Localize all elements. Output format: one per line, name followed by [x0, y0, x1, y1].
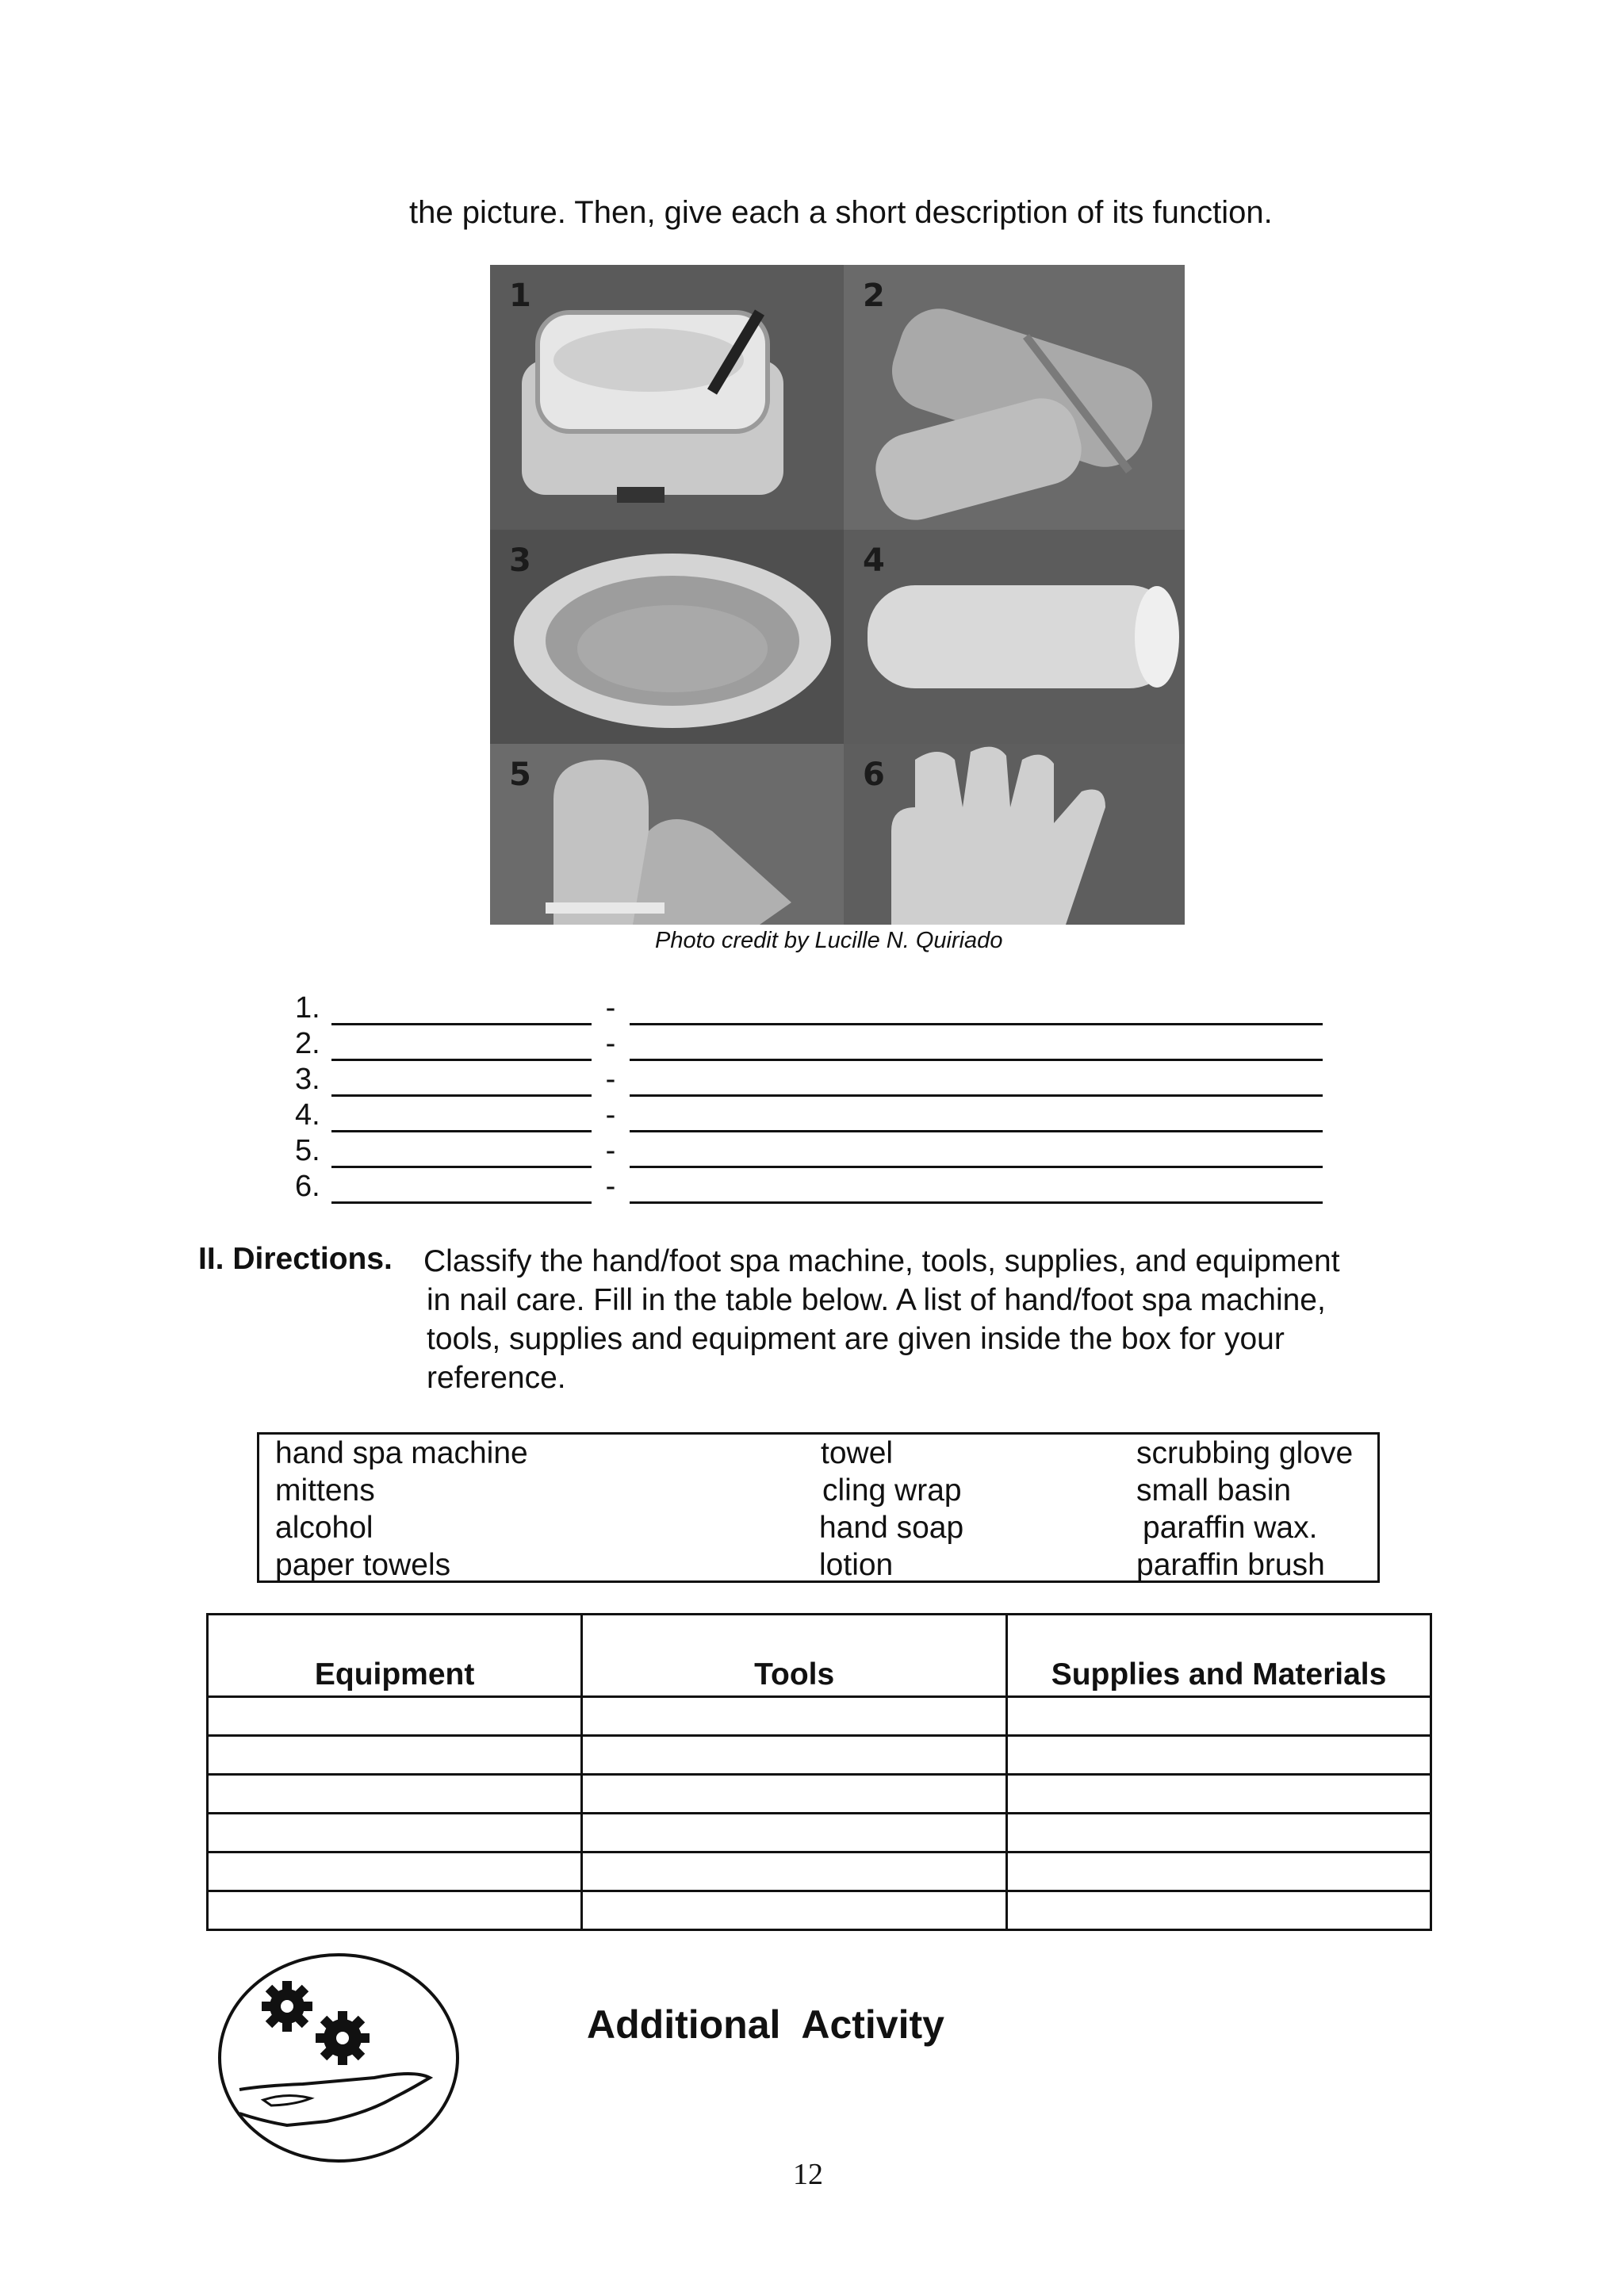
answer-dash: -: [605, 1027, 616, 1060]
function-description-blank[interactable]: [630, 998, 1323, 1025]
gear-icon: [316, 2011, 370, 2065]
table-header-row: [208, 1615, 1431, 1697]
word-item: paper towels: [275, 1548, 451, 1582]
answer-row: [295, 1168, 1350, 1204]
directions-label: II. Directions.: [198, 1242, 393, 1276]
hand-gears-icon: [216, 1951, 462, 2165]
word-item: mittens: [275, 1473, 375, 1508]
photo-credit: Photo credit by Lucille N. Quiriado: [655, 928, 1003, 953]
function-description-blank[interactable]: [630, 1176, 1323, 1204]
answer-number: 5.: [295, 1134, 320, 1167]
word-item: hand spa machine: [275, 1436, 528, 1470]
answer-dash: -: [605, 1098, 616, 1132]
function-description-blank[interactable]: [630, 1069, 1323, 1097]
supplies-cell[interactable]: [1007, 1814, 1431, 1852]
function-description-blank[interactable]: [630, 1105, 1323, 1132]
gear-icon: [262, 1981, 312, 2032]
word-item: towel: [821, 1436, 894, 1470]
function-description-blank[interactable]: [630, 1140, 1323, 1168]
answer-row: [295, 1097, 1350, 1132]
table-row: [208, 1814, 1431, 1852]
mittens-image: [490, 744, 844, 925]
function-description-blank[interactable]: [630, 1033, 1323, 1061]
word-item: paraffin wax.: [1143, 1511, 1318, 1545]
paraffin-wax-machine-image: [490, 265, 844, 530]
supplies-cell[interactable]: [1007, 1891, 1431, 1930]
paraffin-wax-machine-photo: [490, 265, 844, 530]
basin-image: [490, 530, 844, 744]
equipment-cell[interactable]: [208, 1852, 582, 1891]
photo-grid: [490, 265, 1185, 925]
equipment-cell[interactable]: [208, 1891, 582, 1930]
column-header-equipment: Equipment: [208, 1615, 582, 1697]
table-row: [208, 1697, 1431, 1736]
equipment-cell[interactable]: [208, 1775, 582, 1814]
answer-number: 1.: [295, 991, 320, 1025]
tools-cell[interactable]: [582, 1891, 1007, 1930]
towel-image: [844, 265, 1185, 530]
item-name-blank[interactable]: [331, 1176, 592, 1204]
item-name-blank[interactable]: [331, 1069, 592, 1097]
equipment-cell[interactable]: [208, 1697, 582, 1736]
word-item: scrubbing glove: [1136, 1436, 1354, 1470]
item-name-blank[interactable]: [331, 1105, 592, 1132]
column-header-supplies: Supplies and Materials: [1007, 1615, 1431, 1697]
mittens-photo: [490, 744, 844, 925]
supplies-cell[interactable]: [1007, 1697, 1431, 1736]
supplies-cell[interactable]: [1007, 1775, 1431, 1814]
cling-wrap-photo: [844, 530, 1185, 744]
tools-cell[interactable]: [582, 1775, 1007, 1814]
photo-number: 5: [509, 757, 531, 793]
word-item: lotion: [819, 1548, 894, 1582]
answer-number: 3.: [295, 1063, 320, 1096]
equipment-cell[interactable]: [208, 1736, 582, 1775]
answer-dash: -: [605, 1134, 616, 1167]
word-box: [257, 1432, 1380, 1583]
scrubbing-glove-image: [844, 744, 1185, 925]
photo-number: 3: [509, 542, 531, 579]
word-item: small basin: [1136, 1473, 1292, 1508]
tools-cell[interactable]: [582, 1814, 1007, 1852]
word-item: cling wrap: [822, 1473, 962, 1508]
word-item: paraffin brush: [1136, 1548, 1325, 1582]
additional-activity-title: Additional Activity: [587, 2002, 944, 2047]
directions-line: tools, supplies and equipment are given inside the box for your: [427, 1322, 1285, 1356]
answer-row: [295, 990, 1350, 1025]
photo-number: 1: [509, 278, 531, 314]
answer-dash: -: [605, 991, 616, 1025]
word-item: hand soap: [819, 1511, 964, 1545]
answer-row: [295, 1061, 1350, 1097]
supplies-cell[interactable]: [1007, 1736, 1431, 1775]
directions-line: in nail care. Fill in the table below. A list of hand/foot spa machine,: [427, 1283, 1326, 1317]
item-name-blank[interactable]: [331, 998, 592, 1025]
classification-table: [206, 1613, 1432, 1931]
scrubbing-glove-photo: [844, 744, 1185, 925]
page-number: 12: [793, 2158, 823, 2191]
supplies-cell[interactable]: [1007, 1852, 1431, 1891]
tools-cell[interactable]: [582, 1852, 1007, 1891]
photo-number: 6: [863, 757, 885, 793]
word-item: alcohol: [275, 1511, 373, 1545]
basin-photo: [490, 530, 844, 744]
table-row: [208, 1891, 1431, 1930]
answer-dash: -: [605, 1170, 616, 1203]
tools-cell[interactable]: [582, 1736, 1007, 1775]
answer-number: 2.: [295, 1027, 320, 1060]
answer-row: [295, 1132, 1350, 1168]
item-name-blank[interactable]: [331, 1140, 592, 1168]
table-row: [208, 1775, 1431, 1814]
photo-number: 2: [863, 278, 885, 314]
item-name-blank[interactable]: [331, 1033, 592, 1061]
answer-row: [295, 1025, 1350, 1061]
answer-number: 6.: [295, 1170, 320, 1203]
answer-number: 4.: [295, 1098, 320, 1132]
table-row: [208, 1736, 1431, 1775]
intro-text: the picture. Then, give each a short description of its function.: [409, 195, 1273, 230]
equipment-cell[interactable]: [208, 1814, 582, 1852]
directions-line: Classify the hand/foot spa machine, tools, supplies, and equipment: [423, 1244, 1340, 1278]
photo-number: 4: [863, 542, 885, 579]
directions-text: [423, 1242, 1418, 1397]
table-row: [208, 1852, 1431, 1891]
column-header-tools: Tools: [582, 1615, 1007, 1697]
answer-lines: [295, 990, 1350, 1204]
towel-photo: [844, 265, 1185, 530]
tools-cell[interactable]: [582, 1697, 1007, 1736]
answer-dash: -: [605, 1063, 616, 1096]
directions-line: reference.: [427, 1361, 566, 1395]
cling-wrap-image: [844, 530, 1185, 744]
